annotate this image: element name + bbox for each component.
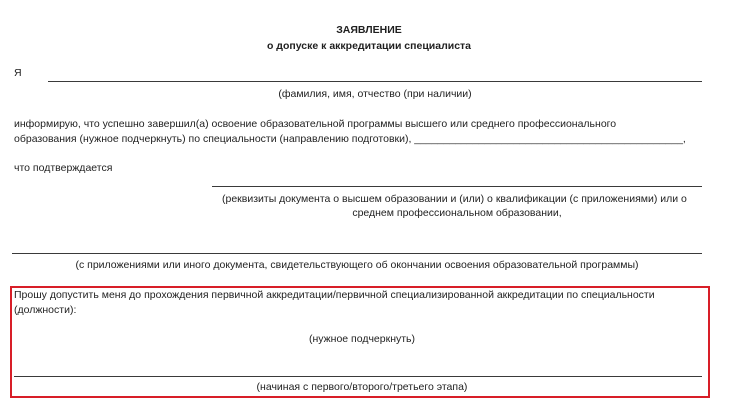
name-caption: (фамилия, имя, отчество (при наличии) [278,88,472,100]
document-caption-line2: среднем профессиональном образовании, [352,207,562,219]
document-details-line[interactable] [212,186,702,187]
appendix-caption: (с приложениями или иного документа, свидетельствующего об окончании освоения образовательной программы) [75,259,639,271]
document-title: ЗАЯВЛЕНИЕ [336,24,402,36]
confirmed-label: что подтверждается [14,162,113,174]
stage-caption: (начиная с первого/второго/третьего этапа) [256,381,468,393]
stage-line[interactable] [14,376,702,377]
inform-text-line1: информирую, что успешно завершил(а) освоение образовательной программы высшего или среднего профессионального [14,118,617,130]
name-line[interactable] [48,81,702,82]
request-line2: (должности): [14,304,77,316]
request-line1: Прошу допустить меня до прохождения первичной аккредитации/первичной специализированной аккредитации по специальности [14,289,655,301]
inform-text-line2: образования (нужное подчеркнуть) по специальности (направлению подготовки), ______________________________________________, [14,133,686,145]
name-prefix: Я [14,67,22,79]
document-caption-line1: (реквизиты документа о высшем образовании и (или) о квалификации (с приложениями) или о [222,193,687,205]
underline-caption: (нужное подчеркнуть) [308,333,416,345]
appendix-line[interactable] [12,253,702,254]
document-subtitle: о допуске к аккредитации специалиста [266,40,472,52]
